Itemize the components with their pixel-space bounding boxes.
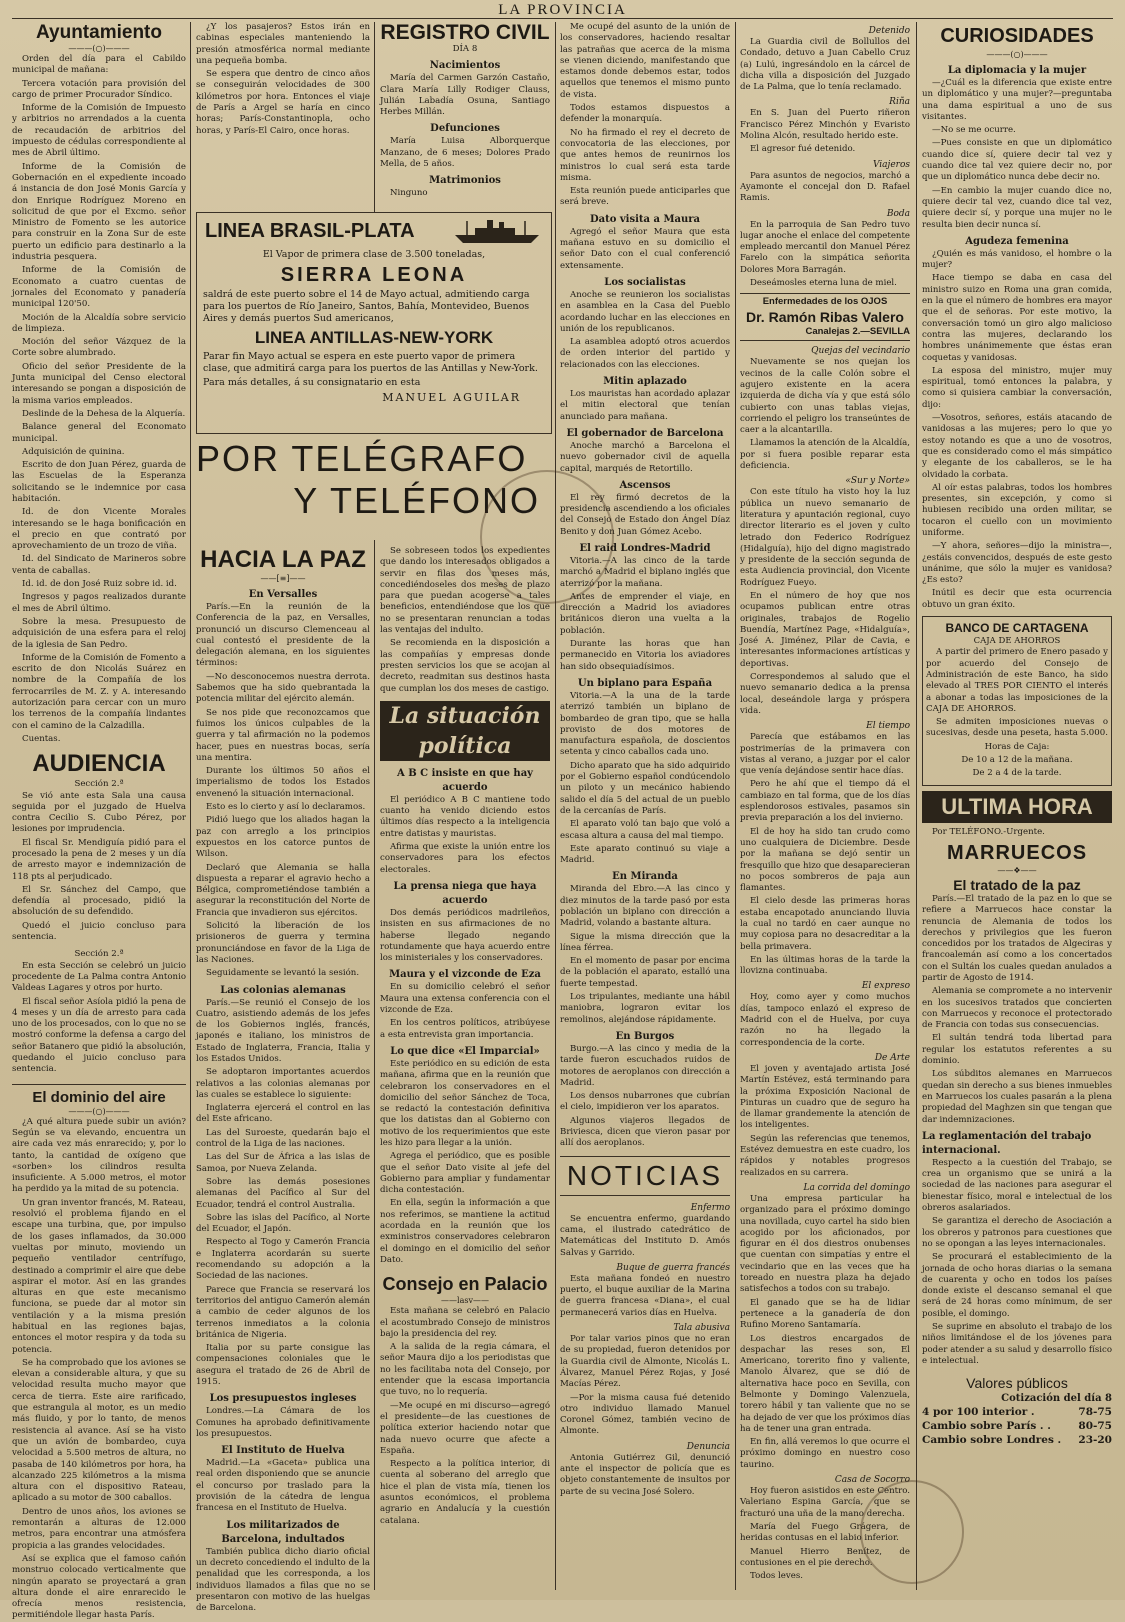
paragraph: Se ha comprobado que los aviones se elevan a considerable altura, y que su velocidad resulta mucho mayor que cerca de tierra. Este aire rarificado, que estrangula al motor, es un medio más fluido, y por lo tanto, de menos resistencia al avance. Así se ha visto que un avión de bombardeo, cuya velocidad a 5.500 metros de altura, no pasaba de 140 kilómetros por hora, ha alcanzado 225 kilómetros a la misma altura con el dispositivo Rateau, aplicado a su motor de 300 caballos. xyxy=(12,1357,186,1504)
paragraph: Antes de emprender el viaje, en dirección a Madrid los aviadores británicos dieron una vuelta a la población. xyxy=(560,591,730,636)
paragraph: En S. Juan del Puerto riñeron Francisco Pérez Minchón y Evaristo Molina Alcón, resultado herido este. xyxy=(740,108,910,142)
subheading: «Sur y Norte» xyxy=(845,476,910,487)
paragraph: Sobre las demás posesiones alemanas del Pacífico al Sur del Ecuador, tendrá el control Australia. xyxy=(196,1176,370,1210)
paragraph: Londres.—La Cámara de los Comunes ha aprobado definitivamente los presupuestos. xyxy=(196,1406,370,1439)
paragraph: —Por la misma causa fué detenido otro individuo llamado Manuel Coronel Gómez, también vecino de Almonte. xyxy=(560,1392,730,1437)
subsection-label: Sección 2.ª xyxy=(74,779,124,790)
paragraph: ¿Y los pasajeros? Estos irán en cabinas especiales manteniendo la presión atmosférica normal mediante una pequeña bomba. xyxy=(196,22,370,66)
paragraph: Pero he ahí que el tiempo dá el cambiazo en tal forma, que de los días esplendorosos estivales, pasamos sin previa preparación a los del invierno. xyxy=(740,779,910,824)
section-title: Consejo en Palacio xyxy=(382,1274,548,1295)
paragraph: Los tripulantes, mediante una hábil maniobra, lograron evitar los remolinos, alejándose rápidamente. xyxy=(560,992,730,1025)
paragraph: Respecto al Togo y Camerón Francia e Inglaterra acordarán su suerte recomendando su adopción a la Sociedad de las naciones. xyxy=(196,1237,370,1282)
paragraph: Se espera que dentro de cinco años se conseguirán velocidades de 300 kilómetros por hora. Entonces el viaje de París a Argel se haría en cinco horas; París-Constantinopla, ocho horas, y París-El Cairo, once horas. xyxy=(196,69,370,136)
stocks-date: Cotización del día 8 xyxy=(1001,1393,1112,1405)
subheading: Riña xyxy=(889,97,910,108)
paragraph: Adquisición de quinina. xyxy=(22,446,125,457)
section-title: ULTIMA HORA xyxy=(922,791,1112,823)
paragraph: París.—Se reunió el Consejo de los Cuatro, asistiendo además de los jefes de los Gobiernos inglés, francés, japonés e italiano, los ministros de Estado de Inglaterra, Francia, Italia y los Estados Unidos. xyxy=(196,997,370,1064)
paragraph: Me ocupé del asunto de la unión de los conservadores, haciendo resaltar las patrañas que acerca de la misma se vienen diciendo, manifestando que estamos donde debemos estar, todos aquellos que tenemos el mismo punto de vista. xyxy=(560,22,730,100)
subheading: Casa de Socorro xyxy=(834,1475,910,1486)
doctor-advertisement xyxy=(740,293,910,341)
paragraph: —Y ahora, señores—dijo la ministra—, ¿estáis convencidos, después de este gesto unánime, que sólo la mujer es vanidosa? ¿Es esto? xyxy=(922,541,1112,586)
paragraph: El fiscal señor Asíola pidió la pena de 4 meses y un día de arresto para cada uno de los procesados, con lo que no se mostró conforme la defensa a cargo del señor Batanero que pidió la absolución, quedando el juicio concluso para sentencia. xyxy=(12,996,186,1075)
subheading: El tratado de la paz xyxy=(953,876,1081,893)
column-3 xyxy=(380,546,550,1590)
paragraph: Inútil es decir que esta ocurrencia obtuvo un gran éxito. xyxy=(922,588,1112,610)
section-title: HACIA LA PAZ xyxy=(200,546,366,573)
paragraph: Dicho aparato que ha sido adquirido por el Gobierno español condúcendolo un piloto y un mecánico habiendo salido el día 5 del actual de un pueblo de la cercanías de París. xyxy=(560,760,730,816)
paragraph: Este aparato continuó su viaje a Madrid. xyxy=(560,843,730,866)
paragraph: El de hoy ha sido tan crudo como uno cualquiera de Diciembre. Desde por la mañana se dejó sentir un fresquillo que hizo que desaparecieran no pocos sombreros de paja aun flamantes. xyxy=(740,826,910,894)
subheading: Agudeza femenina xyxy=(965,235,1069,247)
subheading: A B C insiste en que hay acuerdo xyxy=(397,767,533,793)
subheading: Maura y el vizconde de Eza xyxy=(389,969,541,981)
table-row xyxy=(922,1405,1112,1419)
paragraph: Una empresa particular ha organizado para el próximo domingo una novillada, cuyo cartel ha sido bien acogido por los aficionados, por figurar en él dos diestros onubenses que cuentan con simpatías y entre el vecindario que en las veces que ha toreado en nuestra plaza ha dejado satisfechos a todos con su trabajo. xyxy=(740,1193,910,1295)
paragraph: Se recomienda en la disposición a las compañías y empresas donde presten servicios los que se acojan al decreto, readmitan sus destinos hasta que cumplan los dos meses de castigo. xyxy=(380,638,550,694)
paragraph: Ingresos y pagos realizados durante el mes de Abril último. xyxy=(12,592,186,614)
paragraph: La Guardia civil de Bollullos del Condado, detuvo a Juan Cabello Cruz (a) Lulú, ingresándolo en la cárcel de dicha villa a disposición del Juzgado de La Palma, que lo tenía reclamado. xyxy=(740,37,910,93)
subheading: Matrimonios xyxy=(429,175,501,187)
ad-text: Para más detalles, á su consignatario en esta xyxy=(203,377,421,388)
paragraph: Se nos pide que reconozcamos que fuimos los únicos culpables de la guerra y tal afirmación no la podemos hacer, pues en nuestras bocas, sería una mentira. xyxy=(196,707,370,763)
paragraph: La esposa del ministro, mujer muy espiritual, tomó entonces la palabra, y como si quisiera cambiar la conversación, dijo: xyxy=(922,365,1112,410)
paragraph: Sobre la mesa. Presupuesto de adquisición de una esfera para el reloj de la iglesia de San Pedro. xyxy=(12,616,186,650)
paragraph: Respecto a la cuestión del Trabajo, se crea un organismo que se unirá a la sociedad de las naciones para asegurar el bienestar físico, moral e intelectual de los obreros asalariados. xyxy=(922,1157,1112,1214)
paragraph: Se encuentra enfermo, guardando cama, el ilustrado catedrático de Matemáticas del Instituto D. Amós Salvas y Garrido. xyxy=(560,1213,730,1258)
paragraph: Oficio del señor Presidente de la Junta municipal del Censo electoral interesando se pongan a disposición de la misma varios empleados. xyxy=(12,361,186,406)
paragraph: Deseámosles eterna luna de miel. xyxy=(750,278,897,289)
paragraph: El aparato voló tan bajo que voló a escasa altura a causa del mal tiempo. xyxy=(560,819,730,841)
paragraph: En el momento de pasar por encima de la población el aparato, estalló una fuerte tempestad. xyxy=(560,956,730,989)
stock-value: 78-75 xyxy=(1078,1405,1112,1418)
paragraph: Correspondemos al saludo que el nuevo semanario dedica a la prensa local, deseándole larga y próspera vida. xyxy=(740,672,910,716)
paragraph: Para asuntos de negocios, marchó a Ayamonte el concejal don D. Rafael Ramis. xyxy=(740,170,910,204)
paragraph: El joven y aventajado artista José Martín Estévez, está terminando para la próxima Exposición Nacional de Pinturas un cuadro que de seguro ha de llamar grandemente la atención de los inteligentes. xyxy=(740,1063,910,1131)
paragraph: Informe de la Comisión de Fomento a escrito de don Nicolás Suárez en nombre de la Compañía de los ferrocarriles de M. Z. y A. interesando autorización para cercar con un muro los terrenos de la compañía lindantes con el camino de la Calzadilla. xyxy=(12,652,186,731)
column-rule xyxy=(555,22,556,1590)
paragraph: En fin, allá veremos lo que ocurre el próximo domingo en nuestro coso taurino. xyxy=(740,1437,910,1470)
paragraph: Alemania se compromete a no intervenir en los sucesivos tratados que concierten con Marruecos y reconoce el protectorado de Francia con todas sus consecuencias. xyxy=(922,986,1112,1031)
paragraph: —Vosotros, señores, estáis atacando de vanidosas a las mujeres; pero lo que yo estoy notando es que a uno de vosotros, que es considerado como el más simpático y elegante de los caballeros, se le ha olvidado la corbata. xyxy=(922,413,1112,480)
paragraph: París.—El tratado de la paz en lo que se refiere a Marruecos hace constar la renuncia de Alemania de todos los derechos y privilegios que les fueron concedidos por los tratados de Algeciras y francoalemán así como a los concertados con el Sultán los cuales quedan anulados a partir de Agosto de 1914. xyxy=(922,893,1112,983)
section-title: Ayuntamiento xyxy=(36,22,162,43)
paragraph: Declaró que Alemania se halla dispuesta a reparar el agravio hecho a Bélgica, comprometiéndose también a asegurar la reconstitución del Norte de Francia que invadieron sus ejércitos. xyxy=(196,862,370,918)
paragraph: María Luisa Alborquerque Manzano, de 6 meses; Dolores Prado Mella, de 5 años. xyxy=(380,136,550,170)
paragraph: Este periódico en su edición de esta mañana, afirma que en la reunión que celebraron los conservadores en el domicilio del señor Sánchez de Toca, se redactó la contestación definitiva que los datistas dan al Gobierno con motivo de los requerimientos que este les hizo para llegar a la unión. xyxy=(380,1058,550,1148)
paragraph: El Sr. Sánchez del Campo, que defendía al procesado, pidió la absolución de su defendido. xyxy=(12,884,186,918)
subheading: Quejas del vecindario xyxy=(811,346,910,357)
paragraph: Balance general del Economato municipal. xyxy=(12,422,186,444)
paragraph: En esta Sección se celebró un juicio procedente de La Palma contra Antonio Valdeas Lagares y otros por hurto. xyxy=(12,960,186,994)
paragraph: El cielo desde las primeras horas estaba encapotado anunciando lluvia la cual no tardó en caer aunque no muy copiosa para no desacreditar a la bella primavera. xyxy=(740,896,910,952)
paragraph: Madrid.—La «Gaceta» publica una real orden disponiendo que se anuncie el concurso por traslado para la provisión de la cátedra de lengua francesa en el Instituto de Huelva. xyxy=(196,1458,370,1514)
paragraph: Se vió ante esta Sala una causa seguida por el juzgado de Huelva contra Cecilio S. Cubo Pérez, por lesiones por imprudencia. xyxy=(12,790,186,835)
column-2 xyxy=(196,546,370,1614)
section-title: REGISTRO CIVIL xyxy=(380,21,550,44)
subheading: Los socialistas xyxy=(604,276,686,288)
subheading: Buque de guerra francés xyxy=(616,1262,730,1273)
ad-agent: MANUEL AGUILAR xyxy=(382,391,521,404)
paragraph: ¿Quién es más vanidoso, el hombre o la mujer? xyxy=(922,248,1112,271)
paragraph: Anoche marchó a Barcelona el nuevo gobernador civil de aquella capital, marqués de Retortillo. xyxy=(560,440,730,474)
ornament: ——lasv—— xyxy=(441,1296,489,1306)
paragraph: Agregó el señor Maura que esta mañana estuvo en su domicilio el señor Dato con el cual conferenció extensamente. xyxy=(560,226,730,271)
paragraph: Antonia Gutiérrez Gil, denunció ante el inspector de policía que es objeto constantemente de insultos por parte de su vecina José Solero. xyxy=(560,1452,730,1497)
paragraph: —En cambio la mujer cuando dice no, quiere decir tal vez, cuando dice tal vez, quiere decir sí, y porque una mujer no le resulta bien decir nunca sí. xyxy=(922,185,1112,230)
table-row xyxy=(922,1419,1112,1433)
paragraph: Sobre las islas del Pacífico, al Norte del Ecuador, el Japón. xyxy=(196,1212,370,1235)
paragraph: Burgo.—A las cinco y media de la tarde fueron escuchados ruidos de motores de aeroplanos con dirección a Madrid. xyxy=(560,1043,730,1088)
column-1 xyxy=(12,22,186,1621)
paragraph: Cuentas. xyxy=(22,733,61,744)
paragraph: —¿Cuál es la diferencia que existe entre un diplomático y una mujer?—preguntaba una dama espiritual a uno de sus visitantes. xyxy=(922,78,1112,122)
section-title: La situación política xyxy=(380,701,550,761)
subheading: La prensa niega que haya acuerdo xyxy=(393,880,537,906)
paragraph: Respecto a la política interior, di cuenta al soberano del arreglo que hice el plan de vista mía, tienen los asuntos económicos, el problema agrario en Andalucía y la cuestión catalana. xyxy=(380,1459,550,1526)
paragraph: Italia por su parte consigue las compensaciones coloniales que le asegura el tratado de 26 de Abril de 1915. xyxy=(196,1343,370,1387)
paragraph: Se sobreseen todos los expedientes que dando los interesados obligados a servir en filas dos meses más, concediéndoseles dos meses de plazo para que puedan acogerse a tales beneficios, entendiéndose que los que no se presentaran renuncian a todas las ventajas del indulto. xyxy=(380,546,550,636)
paragraph: Quedó el juicio concluso para sentencia. xyxy=(12,920,186,943)
paragraph: Id. del Sindicato de Marineros sobre venta de caballas. xyxy=(12,554,186,576)
paragraph: Los densos nubarrones que cubrían el cielo, impidieron ver los aparatos. xyxy=(560,1091,730,1113)
paragraph: El ganado que se ha de lidiar pertenece a la ganadería de don Rufino Moreno Santamaría. xyxy=(740,1297,910,1331)
ornament: ———(○)——— xyxy=(68,44,130,53)
paragraph: Se garantiza el derecho de Asociación a los obreros y patronos para cuestiones que no se opongan a las leyes internacionales. xyxy=(922,1216,1112,1249)
stock-value: 80-75 xyxy=(1078,1419,1112,1432)
subheading: Viajeros xyxy=(872,159,910,170)
paragraph: Las del Suroeste, quedarán bajo el control de la Liga de las naciones. xyxy=(196,1127,370,1150)
paragraph: Un gran inventor francés, M. Rateau, resolvió el problema fijando en el escape una turbina, que, por impulso de los gases inflamados, da 30.000 vueltas por minuto, moviendo un pequeño ventilador centrífugo, destinado a comprimir el aire que debe aspirar el motor. Así en las grandes alturas en que este mecanismo funciona, se puede dar al motor sin ventilación y a la misma presión habitual en las regiones bajas, entonces el motor respira y da toda su potencia. xyxy=(12,1197,186,1355)
paragraph: El agresor fué detenido. xyxy=(750,144,856,155)
subheading: Defunciones xyxy=(430,123,500,135)
paragraph: Se suprime en absoluto el trabajo de los niños limitándose el de los jóvenes para poder atender a su salud y desarrollo físico e intelectual. xyxy=(922,1322,1112,1366)
paragraph: Todos leves. xyxy=(750,1571,803,1582)
section-title: CURIOSIDADES xyxy=(940,25,1094,47)
paragraph: Se procurará el establecimiento de la jornada de ocho horas diarias o la semana de cuarenta y ocho en todos los países donde existe el descanso semanal el que será de 24 horas como mínimum, de ser posible, el domingo. xyxy=(922,1252,1112,1319)
ad-text: CAJA DE AHORROS xyxy=(973,636,1061,647)
paragraph: Dentro de unos años, los aviones se remontarán a alturas de 12.000 metros, para encontrar una atmósfera propicia a las grandes velocidades. xyxy=(12,1506,186,1551)
subheading: En Miranda xyxy=(612,871,678,883)
stocks-table xyxy=(922,1405,1112,1447)
subheading: Denuncia xyxy=(686,1441,730,1452)
paragraph: Moción del señor Vázquez de la Corte sobre alumbrado. xyxy=(12,337,186,359)
paragraph: Agrega el periódico, que es posible que el señor Dato visite al jefe del Gobierno para ampliar y fundamentar dicha contestación. xyxy=(380,1151,550,1196)
ad-doctor-name: Dr. Ramón Ribas Valero xyxy=(746,309,904,326)
paragraph: Manuel Hierro Benítez, de contusiones en el pie derecho. xyxy=(740,1546,910,1568)
paragraph: Los diestros encargados de despachar las reses son, El Americano, torerito fino y valiente, Manolo Álvarez, que se dió de alternativa hace poco en Sevilla, con Belmonte y Domingo Valenzuela, torero hábil y tan valiente que no se ha dejado de ver que los próximos días ha de tener una gran entrada. xyxy=(740,1333,910,1434)
subheading: Lo que dice «El Imparcial» xyxy=(390,1045,540,1057)
paragraph: Anoche se reunieron los socialistas en asamblea en la Casa del Pueblo acordando luchar en las elecciones en unión de los republicanos. xyxy=(560,289,730,334)
masthead: LA PROVINCIA xyxy=(498,2,627,18)
column-4 xyxy=(560,22,730,1590)
subheading: El gobernador de Barcelona xyxy=(566,427,724,439)
subheading: Las colonias alemanas xyxy=(220,984,346,996)
paragraph: Se adoptaron importantes acuerdos relativos a las colonias alemanas por las cuales se establece lo siguiente: xyxy=(196,1067,370,1100)
library-stamp xyxy=(480,470,614,604)
paragraph: Todos estamos dispuestos a defender la monarquía. xyxy=(560,103,730,125)
column-rule xyxy=(374,22,375,212)
section-title: NOTICIAS xyxy=(566,1159,724,1191)
subheading: En Burgos xyxy=(615,1030,675,1042)
subheading: La reglamentación del trabajo internacional. xyxy=(922,1130,1092,1156)
ad-text: Parar fin Mayo actual se espera en este puerto vapor de primera clase, que admitirá carga para los puertos de las Antillas y New-York. xyxy=(203,351,538,374)
stock-value: 23-20 xyxy=(1078,1433,1112,1446)
column-2-top xyxy=(196,22,370,202)
paragraph: Pidió luego que los aliados hagan la paz con arreglo a los principios expuestos en los catorce puntos de Wilson. xyxy=(196,815,370,860)
subheading: Un biplano para España xyxy=(577,677,713,689)
subsection-label: Sección 2.ª xyxy=(74,949,124,960)
paragraph: Según las referencias que tenemos, Estévez demuestra en este cuadro, los rápidos y notables progresos realizados en su carrera. xyxy=(740,1133,910,1178)
column-rule xyxy=(735,22,736,1590)
paragraph: Esta mañana fondeó en nuestro puerto, el buque auxiliar de la Marina de guerra francesa «Diana», el cual permanecerá varios días en Huelva. xyxy=(560,1273,730,1318)
column-6 xyxy=(922,22,1112,1590)
subheading: El expreso xyxy=(861,981,910,992)
paragraph: El rey firmó decretos de la presidencia ascendiendo a los oficiales del Consejo de Estado don Ángel Díaz Benito y don Juan Gómez Acebo. xyxy=(560,492,730,537)
paragraph: Nuevamente se nos quejan los vecinos de la calle Colón sobre el agujero existente en la acera izquierda de dicha vía y que está sólo cubierto con unas tablas viejas, corriendo el peligro los transeúntes de caer a la alcantarilla. xyxy=(740,357,910,436)
paragraph: Por talar varios pinos que no eran de su propiedad, fueron detenidos por la Guardia civil de Almonte, Nicolás L. Álvarez, Manuel Pérez Rojas, y José Macías Pérez. xyxy=(560,1334,730,1390)
stocks-title: Valores públicos xyxy=(966,1375,1068,1392)
paragraph: El sultán tendrá toda libertad para regular los estatutos referentes a su dominio. xyxy=(922,1033,1112,1067)
ad-text: saldrá de este puerto sobre el 14 de Mayo actual, admitiendo carga para los puertos de Río Janeiro, Santos, Bahía, Montevideo, Buenos Aires y demás puertos Sud americanos, xyxy=(203,289,530,324)
ad-text: El Vapor de primera clase de 3.500 toneladas, xyxy=(262,249,486,260)
stock-label: Cambio sobre Londres . xyxy=(922,1433,1062,1446)
date-label: DÍA 8 xyxy=(452,44,478,54)
steamship-icon xyxy=(453,217,543,245)
paragraph: Por TELÉFONO.-Urgente. xyxy=(932,826,1045,837)
paragraph: Escrito de don Juan Pérez, guarda de las Escuelas de la Esperanza solicitando se le indemnice por casa habitación. xyxy=(12,460,186,504)
bank-advertisement xyxy=(922,616,1112,786)
paragraph: Los súbditos alemanes en Marruecos quedan sin derecho a sus bienes inmuebles en Marruecos los cuales pasarán a la plena propiedad del Maghzen sin que tengan que dar indemnizaciones. xyxy=(922,1069,1112,1125)
subheading: La diplomacia y la mujer xyxy=(947,65,1087,76)
subheading: La corrida del domingo xyxy=(803,1182,910,1193)
paragraph: —Pues consiste en que un diplomático cuando dice sí, quiere decir tal vez y cuando dice tal vez quiere decir no, por que un diplomático nunca debe decir no. xyxy=(922,138,1112,183)
paragraph: De 10 a 12 de la mañana. xyxy=(961,755,1073,766)
paragraph: Informe de la Comisión de Gobernación en el expediente incoado á instancia de don José Monis García y don Enrique Rodríguez Moreno en solicitud de que por el Excmo. señor Ministro de Fomento se les autorice para construir en la Zona Sur de este puerto un edificio para destinarlo a la industria pesquera. xyxy=(12,161,186,263)
subheading: Enfermo xyxy=(690,1202,730,1213)
banner-line: POR TELÉGRAFO xyxy=(196,438,528,479)
paragraph: Deslinde de la Dehesa de la Alquería. xyxy=(22,408,186,419)
paragraph: Afirma que existe la unión entre los conservadores para los efectos electorales. xyxy=(380,842,550,875)
paragraph: Horas de Caja: xyxy=(984,741,1050,752)
paragraph: En la parroquia de San Pedro tuvo lugar anoche el enlace del competente empleado mercantil don Manuel Pérez Farelo con la simpática señorita Dolores Mora Barragán. xyxy=(740,219,910,275)
paragraph: Hoy fueron asistidos en este Centro. Valeriano Espina García, que se fracturó una uña de la mano derecha. xyxy=(740,1486,910,1519)
paragraph: Inglaterra ejercerá el control en las del Este africano. xyxy=(196,1103,370,1125)
paragraph: Durante las horas que han permanecido en Vitoria los aviadores han sido obsequiadísimos. xyxy=(560,639,730,672)
stock-label: Cambio sobre París . . xyxy=(922,1419,1051,1432)
paragraph: Sigue la misma dirección que la línea férrea. xyxy=(560,931,730,953)
paragraph: Id. id. de don José Ruiz sobre id. id. xyxy=(22,579,177,590)
top-rule xyxy=(12,18,1113,19)
paragraph: Dos demás periódicos madrileños, insisten en sus afirmaciones de no haberse llegado negando rotundamente que haya acuerdo entre los ministeriales y los conservadores. xyxy=(380,907,550,964)
paragraph: Con este título ha visto hoy la luz pública un nuevo semanario de literatura y apuntación regional, cuyo director literario es el joven y culto letrado don Federico Rodríguez (Hidalguía), hijo del digno magistrado y presidente de la sección segunda de esta Audiencia provincial, don Vicente Rodríguez Fueyo. xyxy=(740,487,910,588)
paragraph: —No se me ocurre. xyxy=(932,125,1016,136)
column-5 xyxy=(740,22,910,1590)
paragraph: A partir del primero de Enero pasado y por acuerdo del Consejo de Administración de este Banco, ha sido elevado al TRES POR CIENTO el interés a abonar a todas las imposiciones de la CAJA DE AHORROS. xyxy=(926,647,1108,714)
ad-text: Enfermedades de los OJOS xyxy=(762,296,888,308)
paragraph: Esto es lo cierto y así lo declaramos. xyxy=(206,802,366,813)
paragraph: Parecía que estábamos en las postrimerías de la primavera con vistas al verano, a juzgar por el calor que venía dejándose sentir hace días. xyxy=(740,732,910,777)
table-row xyxy=(922,1433,1112,1447)
subheading: El Instituto de Huelva xyxy=(221,1445,345,1457)
subheading: Detenido xyxy=(868,26,910,36)
paragraph: Esta reunión puede anticiparles que será breve. xyxy=(560,186,730,208)
subheading: El tiempo xyxy=(866,721,910,732)
subheading: Boda xyxy=(886,208,910,219)
section-title: El dominio del aire xyxy=(12,1084,186,1107)
paragraph: En su domicilio celebró el señor Maura una extensa conferencia con el vizconde de Eza. xyxy=(380,982,550,1016)
paragraph: Orden del día para el Cabildo municipal de mañana: xyxy=(12,54,186,76)
subheading: Los presupuestos ingleses xyxy=(209,1393,357,1405)
paragraph: Esta mañana se celebró en Palacio el acostumbrado Consejo de ministros bajo la presidencia del rey. xyxy=(380,1306,550,1339)
paragraph: Los mauristas han acordado aplazar el mitin electoral que tenían anunciado para mañana. xyxy=(560,389,730,422)
paragraph: De 2 a 4 de la tarde. xyxy=(972,768,1062,779)
library-stamp xyxy=(860,1480,964,1584)
paragraph: La asamblea adoptó otros acuerdos de orden interior del partido y relacionados con las elecciones. xyxy=(560,337,730,370)
subheading: Los militarizados de Barcelona, indultados xyxy=(221,1519,345,1545)
paragraph: Informe de la Comisión de Economato a cuatro cuentas de jornales del Economato y panadería municipal 120'50. xyxy=(12,265,186,310)
registro-civil xyxy=(380,22,550,202)
paragraph: María del Fuego Grágera, de heridas contusas en el labio inferior. xyxy=(740,1521,910,1544)
paragraph: María del Carmen Garzón Castaño, Clara María Lilly Rodiger Clauss, Julián Labadía Osuna, Santiago Herbes Millán. xyxy=(380,73,550,118)
stock-label: 4 por 100 interior . xyxy=(922,1405,1035,1418)
paragraph: Algunos viajeros llegados de Briviesca, dicen que vieron pasar por allí dos aeroplanos. xyxy=(560,1115,730,1149)
paragraph: Se admiten imposiciones nuevas o sucesivas, desde una peseta, hasta 5.000. xyxy=(926,717,1108,739)
paragraph: Las del Sur de África a las islas de Samoa, por Nueva Zelanda. xyxy=(196,1152,370,1174)
column-rule xyxy=(916,22,917,1590)
section-title: MARRUECOS xyxy=(946,841,1088,864)
paragraph: En ella, según la información a que nos referimos, se mantiene la actitud acordada en la reunión que los exministros conservadores celebraron el domingo en el domicilio del señor Dato. xyxy=(380,1198,550,1265)
paragraph: También publica dicho diario oficial un decreto concediendo el indulto de la penalidad que les corresponda, a los individuos llamados a filas que no se presentaron con motivo de las huelgas de Barcelona. xyxy=(196,1546,370,1614)
paragraph: Ninguno xyxy=(390,188,428,199)
paragraph: Solicitó la liberación de los prisioneros de guerra y termina pronunciándose en favor de la Liga de las Naciones. xyxy=(196,921,370,965)
paragraph: París.—En la reunión de la Conferencia de la paz, en Versalles, pronunció un discurso Clemenceau al cual contestó el presidente de la delegación alemana, en los siguientes términos: xyxy=(196,602,370,669)
paragraph: Al oír estas palabras, todos los hombres presentes, sin excepción, y como si hubiesen recibido una orden militar, se tocaron el cuello con un movimiento uniforme. xyxy=(922,482,1112,538)
paragraph: A la salida de la regia cámara, el señor Maura dijo a los periodistas que no les facilitaba nota del Consejo, por entender que la escasa importancia que tuvo, no lo requería. xyxy=(380,1342,550,1398)
ad-bank-name: BANCO DE CARTAGENA xyxy=(945,621,1089,636)
ornament: ———(○)——— xyxy=(68,1106,130,1116)
paragraph: ¿A qué altura puede subir un avión? Según se va elevando, encuentra un aire cada vez más enrarecido; y, por lo tanto, la cantidad de oxígeno que «sorben» los cilindros resulta insuficiente. A 5.000 metros, el motor ha perdido ya la mitad de su potencia. xyxy=(12,1116,186,1195)
section-title: AUDIENCIA xyxy=(32,750,166,778)
paragraph: Tercera votación para provisión del cargo de primer Procurador Síndico. xyxy=(12,78,186,100)
ad-ship-name: SIERRA LEONA xyxy=(280,264,468,286)
subheading: Ascensos xyxy=(619,479,671,491)
paragraph: Llamamos la atención de la Alcaldía, por si fuera posible reparar esta deficiencia. xyxy=(740,438,910,472)
ad-route-title: LINEA BRASIL-PLATA xyxy=(205,220,415,242)
paragraph: No ha firmado el rey el decreto de convocatoria de las elecciones, por que antes hemos de reunirnos los ministros lo cual será esta tarde misma. xyxy=(560,127,730,183)
paragraph: Miranda del Ebro.—A las cinco y diez minutos de la tarde pasó por esta población un biplano con dirección a Madrid, volando a bastante altura. xyxy=(560,884,730,929)
subheading: Tala abusiva xyxy=(673,1323,730,1334)
paragraph: El fiscal Sr. Mendiguía pidió para el procesado la pena de 2 meses y un día de arresto mayor e indemnización de 118 pts al perjudicado. xyxy=(12,837,186,882)
column-rule xyxy=(190,22,191,1590)
ad-address: Canalejas 2.—SEVILLA xyxy=(805,326,910,338)
subheading: Mitin aplazado xyxy=(603,376,687,388)
ornament: ——❖—— xyxy=(997,865,1037,875)
subheading: En Versalles xyxy=(248,589,318,600)
paragraph: Informe de la Comisión de Impuesto y arbitrios no arrendados a la cuenta de recaudación de arbitrios del impuesto de cédulas correspondiente al mes de Abril último. xyxy=(12,103,186,159)
subheading: De Arte xyxy=(874,1052,910,1063)
paragraph: Vitoria.—A la una de la tarde aterrizó también un biplano de bombardeo de gran tipo, que se halla provisto de dos motores de manufactura española, de doscientos setenta y cinco caballos cada uno. xyxy=(560,690,730,758)
paragraph: Hace tiempo se daba en casa del ministro suizo en Roma una gran comida, en la que el número de hombres era mayor que el de señoras. Por este motivo, la conversación tomó un giro algo malicioso contra las mujeres, declarando los hombres unánimemente que éstas eran coquetas y vanidosas. xyxy=(922,273,1112,363)
ornament: ———(○)——— xyxy=(986,50,1048,59)
banner-line: Y TELÉFONO xyxy=(293,480,540,521)
paragraph: En el número de hoy que nos ocupamos publican entre otras originales, trabajos de Rogelio Buendía, Martínez Page, «Hidalguía», José A. Jiménez, Pilar de Cavia, e interesantes informaciones artísticas y deportivas. xyxy=(740,590,910,669)
paragraph: En las últimas horas de la tarde la llovizna continuaba. xyxy=(740,954,910,977)
ornament: ——[≡]—— xyxy=(260,574,306,583)
column-rule xyxy=(374,540,375,1590)
paragraph: Moción de la Alcaldía sobre servicio de limpieza. xyxy=(12,312,186,334)
paragraph: Id. de don Vicente Morales interesando se le haga bonificación en el precio en que contrató por aprovechamiento de un trozo de viña. xyxy=(12,507,186,552)
ad-route-title: LINEA ANTILLAS-NEW-YORK xyxy=(254,328,494,347)
paragraph: Hoy, como ayer y como muchos días, tampoco enlazó el expreso de Madrid con el de Huelva, por cuya razón no ha llegado la correspondencia de la corte. xyxy=(740,992,910,1048)
paragraph: —Me ocupé en mi discurso—agregó el presidente—de las cuestiones de política exterior haciendo notar que nada nuevo ocurre que afecte a España. xyxy=(380,1400,550,1456)
paragraph: Vitoria.—A las cinco de la tarde marchó a Madrid el biplano inglés que aterrizó por la mañana. xyxy=(560,555,730,589)
paragraph: En los centros políticos, atribúyese a esta entrevista gran importancia. xyxy=(380,1018,550,1040)
paragraph: Parece que Francia se reservará los territorios del antiguo Camerón alemán a cambio de ceder algunos de los terrenos inmediatos a la colonia británica de Nigeria. xyxy=(196,1284,370,1340)
paragraph: Seguidamente se levantó la sesión. xyxy=(206,968,360,979)
subheading: Dato visita a Maura xyxy=(589,213,701,225)
shipping-advertisement xyxy=(196,212,552,434)
paragraph: El periódico A B C mantiene todo cuanto ha venido diciendo estos últimos días respecto a la inteligencia entre datistas y mauristas. xyxy=(380,794,550,839)
paragraph: Durante los últimos 50 años el imperialismo de todos los Estados envenenó la situación internacional. xyxy=(196,766,370,799)
subheading: El raid Londres-Madrid xyxy=(579,542,711,554)
paragraph: Así se explica que el famoso cañón monstruo colocado verticalmente que ningún aparato se proyectará a gran altura donde el aire enrarecido le ofrecía menos resistencia, permitiéndole llegar hasta París. xyxy=(12,1553,186,1621)
subheading: Nacimientos xyxy=(429,60,501,72)
paragraph: —No desconocemos nuestra derrota. Sabemos que ha sido quebrantada la potencia militar del ejército alemán. xyxy=(196,671,370,705)
